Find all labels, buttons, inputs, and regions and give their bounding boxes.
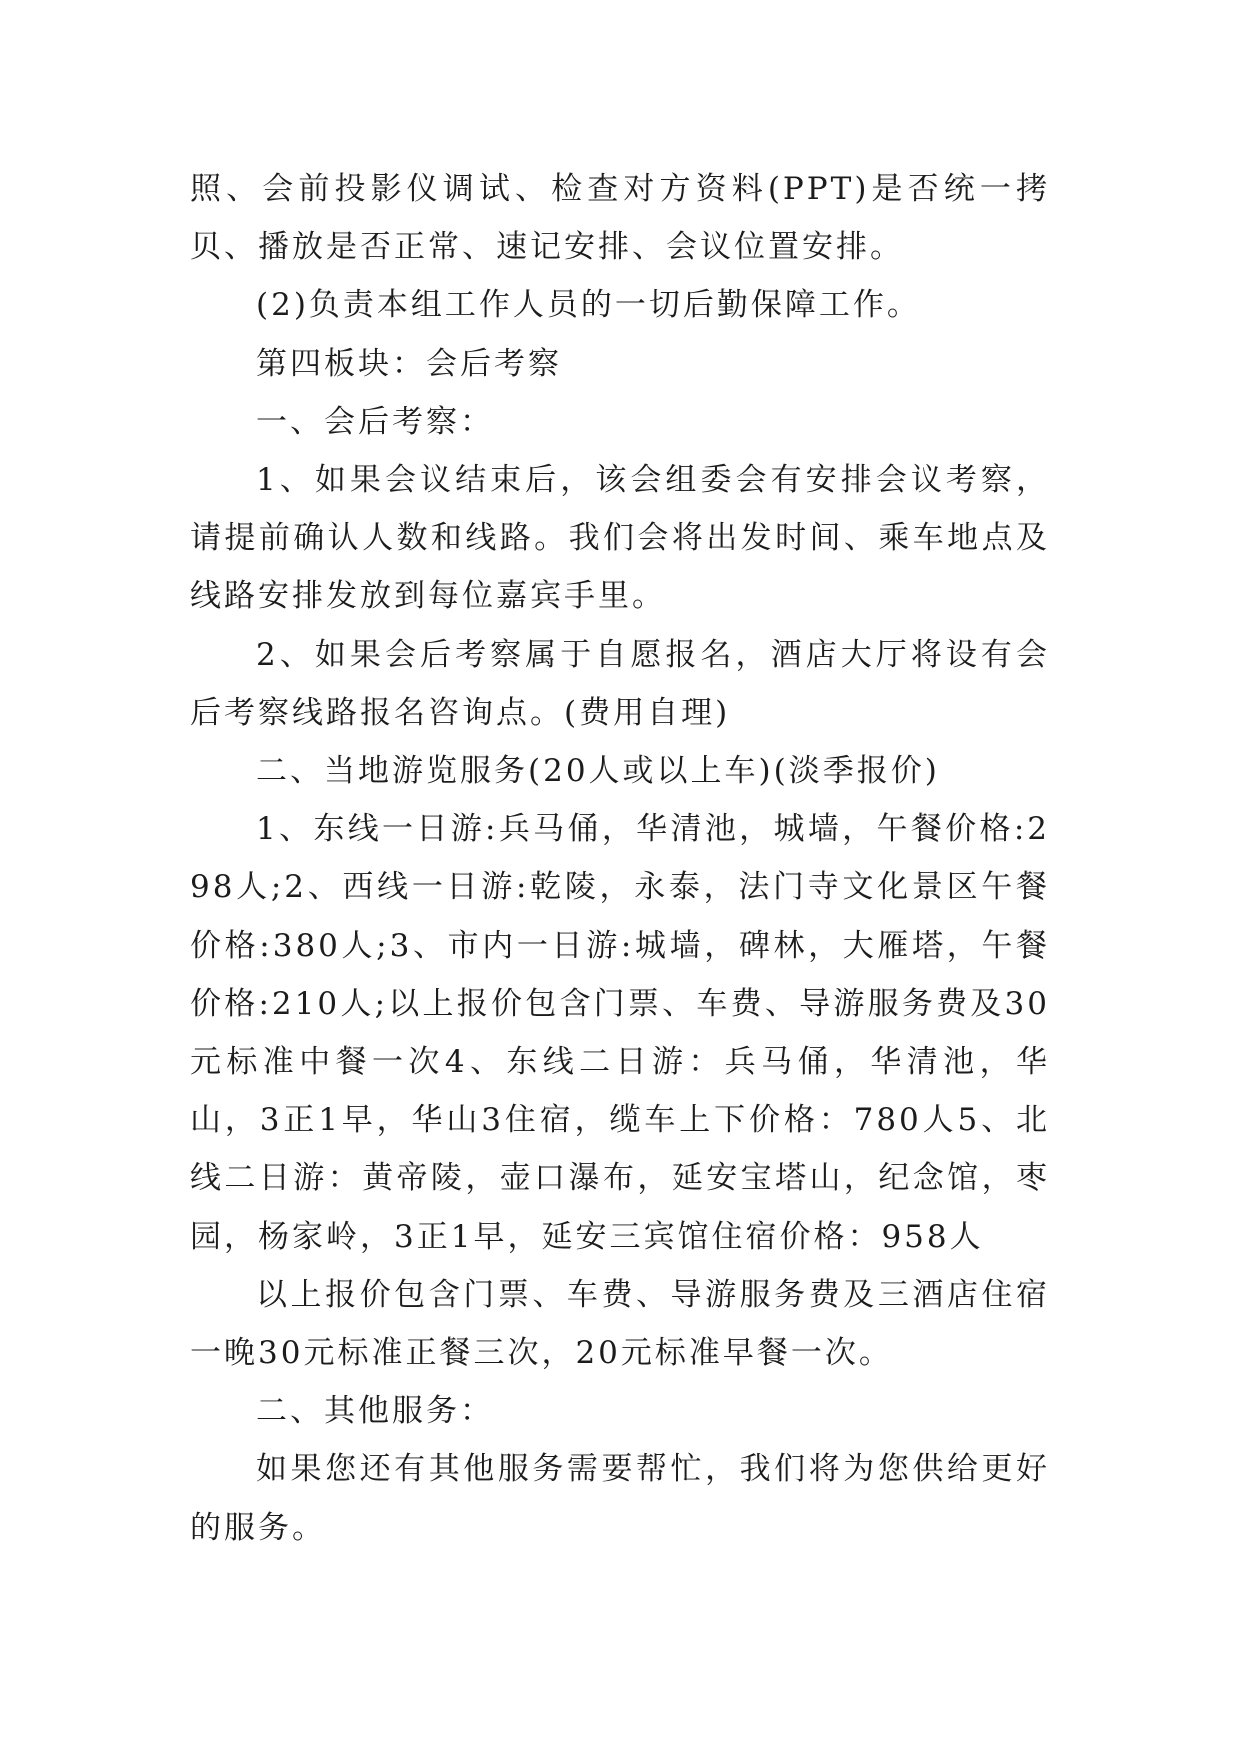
paragraph: 2、如果会后考察属于自愿报名，酒店大厅将设有会后考察线路报名咨询点。(费用自理) [190,636,1050,731]
subsection-heading: 二、其他服务： [256,1393,494,1430]
document-body [190,160,1050,1557]
section-heading: 第四板块：会后考察 [256,345,562,382]
subsection-heading: 一、会后考察： [256,403,494,440]
paragraph: 以上报价包含门票、车费、导游服务费及三酒店住宿一晚30元标准正餐三次，20元标准早餐一次。 [190,1276,1050,1372]
paragraph: (2)负责本组工作人员的一切后勤保障工作。 [256,287,921,324]
subsection-heading: 二、当地游览服务(20人或以上车)(淡季报价) [256,753,940,790]
paragraph: 1、东线一日游:兵马俑，华清池，城墙，午餐价格:298人;2、西线一日游:乾陵，永泰，法门寺文化景区午餐价格:380人;3、市内一日游:城墙，碑林，大雁塔，午餐价格:210人;以上报价包含门票、车费、导游服务费及30元标准中餐一次4、东线二日游：兵马俑，华清池，华山，3正1早，华山3住宿，缆车上下价格：780人5、北线二日游：黄帝陵，壶口瀑布，延安宝塔山，纪念馆，枣园，杨家岭，3正1早，延安三宾馆住宿价格：958人 [190,811,1050,1255]
paragraph: 如果您还有其他服务需要帮忙，我们将为您供给更好的服务。 [190,1451,1050,1546]
paragraph: 1、如果会议结束后，该会组委会有安排会议考察，请提前确认人数和线路。我们会将出发时间、乘车地点及线路安排发放到每位嘉宾手里。 [190,462,1050,615]
paragraph: 照、会前投影仪调试、检查对方资料(PPT)是否统一拷贝、播放是否正常、速记安排、会议位置安排。 [190,171,1050,266]
